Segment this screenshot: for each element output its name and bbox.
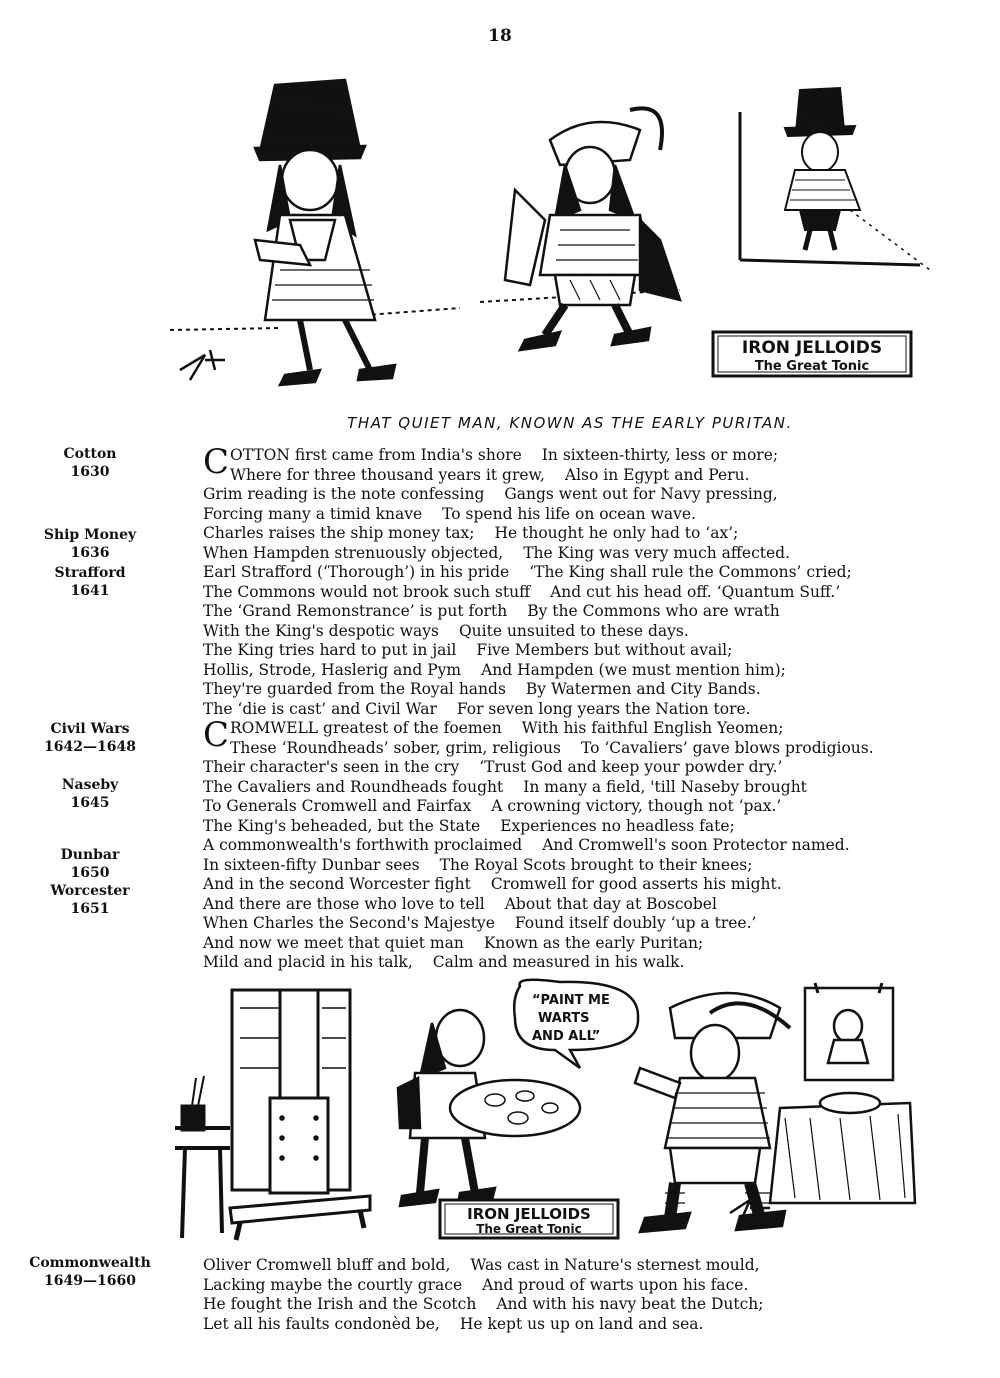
margin-note-year: 1651 [70, 901, 110, 917]
verse-line [203, 583, 943, 603]
margin-note-title: Worcester [50, 883, 130, 899]
verse-line [203, 680, 943, 700]
stamp-tagline-top: The Great Tonic [754, 359, 870, 374]
verse-line [203, 817, 943, 837]
verse-half: Was cast in Nature's sternest mould, [470, 1256, 760, 1274]
verse-half: And now we meet that quiet man [203, 933, 464, 952]
verse-half: Cromwell for good asserts his might. [490, 875, 782, 893]
margin-note-naseby [10, 776, 170, 812]
verse-line [203, 641, 943, 661]
verse-line [203, 778, 943, 798]
verse-half: By Watermen and City Bands. [525, 680, 761, 698]
margin-note-title: Strafford [54, 565, 126, 581]
verse-line [203, 661, 943, 681]
verse-half: A commonwealth's forthwith proclaimed [203, 836, 523, 854]
verse-half: To spend his life on ocean wave. [442, 504, 696, 523]
verse-line [203, 836, 943, 856]
stamp-tagline-bottom: The Great Tonic [476, 1222, 582, 1236]
verse-half: For seven long years the Nation tore. [456, 699, 751, 718]
verse-line [203, 758, 943, 778]
verse-line [203, 895, 943, 915]
verse-line [203, 524, 943, 544]
verse-half: The Commons would not brook such stuff [203, 582, 531, 601]
verse-half: He thought he only had to ‘ax’; [494, 524, 739, 542]
verse-half: In many a field, 'till Naseby brought [523, 777, 807, 796]
verse-half: ROMWELL greatest of the foemen [230, 719, 502, 737]
verse-half: And Hampden (we must mention him); [481, 660, 786, 679]
stamp-brand-top: IRON JELLOIDS [741, 338, 883, 358]
margin-note-year: 1642—1648 [44, 739, 136, 755]
iron-jelloids-stamp-bottom [440, 1200, 618, 1238]
verse-line [203, 1295, 943, 1315]
verse-line [203, 700, 943, 720]
verse-half: The Royal Scots brought to their knees; [439, 855, 753, 874]
verse-half: Also in Egypt and Peru. [564, 465, 750, 484]
verse-half: In sixteen-thirty, less or more; [541, 446, 779, 464]
verse-half: And in the second Worcester fight [203, 875, 471, 893]
verse-half: The King's beheaded, but the State [203, 816, 481, 835]
verse-half: Oliver Cromwell bluff and bold, [203, 1256, 451, 1274]
verse-line [203, 622, 943, 642]
verse-half: Hollis, Strode, Haslerig and Pym [203, 660, 462, 679]
verse-half: When Hampden strenuously objected, [203, 543, 504, 562]
verse-line [203, 544, 943, 564]
verse-half: Mild and placid in his talk, [203, 953, 413, 971]
verse-half: Their character's seen in the cry [203, 758, 460, 776]
illustration-caption: THAT QUIET MAN, KNOWN AS THE EARLY PURITAN. [347, 414, 793, 432]
margin-note-ship-money [10, 526, 170, 562]
verse-line [203, 485, 943, 505]
verse-half: Experiences no headless fate; [500, 816, 735, 835]
margin-note-year: 1650 [70, 865, 110, 881]
stamp-brand-bottom: IRON JELLOIDS [467, 1205, 591, 1223]
margin-note-civil-wars [10, 720, 170, 756]
margin-note-title: Ship Money [43, 527, 137, 543]
verse-half: Calm and measured in his walk. [432, 953, 685, 971]
verse-half: Earl Strafford (‘Thorough’) in his pride [203, 563, 510, 581]
margin-note-year: 1630 [70, 464, 110, 480]
verse-half: They're guarded from the Royal hands [203, 680, 506, 698]
verse-line [203, 934, 943, 954]
verse-half: Lacking maybe the courtly grace [203, 1275, 463, 1294]
verse-half: With the King's despotic ways [203, 621, 439, 640]
verse-half: A crowning victory, though not ‘pax.’ [491, 797, 782, 815]
verse-line [203, 1315, 943, 1335]
margin-note-dunbar [10, 846, 170, 882]
verse-half: To Generals Cromwell and Fairfax [203, 797, 472, 815]
speech-line: AND ALL” [532, 1029, 601, 1044]
verse-half: Grim reading is the note confessing [203, 485, 485, 503]
verse-line [203, 505, 943, 525]
verse-half: Charles raises the ship money tax; [203, 524, 475, 542]
verse-line [203, 1276, 943, 1296]
margin-note-year: 1645 [70, 795, 110, 811]
verse-half: In sixteen-fifty Dunbar sees [203, 855, 420, 874]
verse-half: The King was very much affected. [523, 543, 791, 562]
verse-line [203, 856, 943, 876]
verse-half: When Charles the Second's Majestye [203, 914, 495, 932]
speech-line: “PAINT ME [532, 993, 610, 1008]
verse-line [203, 953, 943, 973]
verse-half: Let all his faults condonèd be, [203, 1314, 440, 1333]
margin-note-title: Commonwealth [29, 1255, 151, 1271]
painter-cromwell-illustration [170, 978, 930, 1243]
verse-line [203, 466, 943, 486]
verse-half: ‘The King shall rule the Commons’ cried; [529, 563, 852, 581]
margin-note-title: Dunbar [60, 847, 120, 863]
speech-line: WARTS [538, 1011, 590, 1026]
margin-note-title: Naseby [61, 777, 119, 793]
margin-note-year: 1641 [70, 583, 110, 599]
verse-half: And with his navy beat the Dutch; [496, 1295, 764, 1313]
margin-note-cotton [10, 445, 170, 481]
verse-half: The ‘Grand Remonstrance’ is put forth [203, 602, 508, 620]
puritan-cavalier-illustration [160, 70, 940, 410]
verse-line [203, 875, 943, 895]
margin-note-strafford [10, 564, 170, 600]
speech-bubble [514, 980, 638, 1068]
margin-note-commonwealth [10, 1254, 170, 1290]
verse-line [203, 739, 943, 759]
verse-oliver-cromwell [203, 1256, 943, 1334]
verse-half: These ‘Roundheads’ sober, grim, religious [230, 738, 561, 757]
verse-half: The King tries hard to put in jail [203, 641, 457, 659]
verse-half: OTTON first came from India's shore [230, 446, 522, 464]
verse-half: Gangs went out for Navy pressing, [504, 485, 778, 503]
verse-half: Where for three thousand years it grew, [230, 465, 545, 484]
page-number: 18 [488, 26, 512, 46]
verse-line [203, 1256, 943, 1276]
verse-half: To ‘Cavaliers’ gave blows prodigious. [580, 738, 874, 757]
verse-half: And proud of warts upon his face. [482, 1275, 749, 1294]
verse-half: The Cavaliers and Roundheads fought [203, 777, 504, 796]
verse-half: By the Commons who are wrath [527, 602, 780, 620]
verse-history-of-cromwell [203, 442, 943, 973]
verse-half: Five Members but without avail; [476, 641, 733, 659]
margin-note-year: 1649—1660 [44, 1273, 136, 1289]
verse-line [203, 602, 943, 622]
verse-line [203, 914, 943, 934]
verse-half: He kept us up on land and sea. [459, 1314, 704, 1333]
verse-half: ‘Trust God and keep your powder dry.’ [479, 758, 783, 776]
verse-half: About that day at Boscobel [504, 894, 717, 913]
verse-half: And Cromwell's soon Protector named. [542, 836, 850, 854]
verse-half: Quite unsuited to these days. [458, 621, 689, 640]
verse-half: Forcing many a timid knave [203, 504, 423, 523]
verse-half: With his faithful English Yeomen; [521, 719, 784, 737]
verse-half: The ‘die is cast’ and Civil War [203, 699, 437, 718]
verse-line [203, 563, 943, 583]
iron-jelloids-stamp-top [713, 332, 911, 376]
drop-cap: C [203, 715, 230, 755]
margin-note-worcester [10, 882, 170, 918]
margin-note-year: 1636 [70, 545, 110, 561]
verse-half: And there are those who love to tell [203, 894, 485, 913]
verse-half: And cut his head off. ‘Quantum Suff.’ [550, 582, 841, 601]
margin-note-title: Civil Wars [50, 721, 130, 737]
drop-cap: C [203, 442, 230, 482]
verse-half: Known as the early Puritan; [483, 933, 704, 952]
verse-half: He fought the Irish and the Scotch [203, 1295, 477, 1313]
verse-line [203, 797, 943, 817]
margin-note-title: Cotton [63, 446, 117, 462]
verse-half: Found itself doubly ‘up a tree.’ [514, 914, 757, 932]
